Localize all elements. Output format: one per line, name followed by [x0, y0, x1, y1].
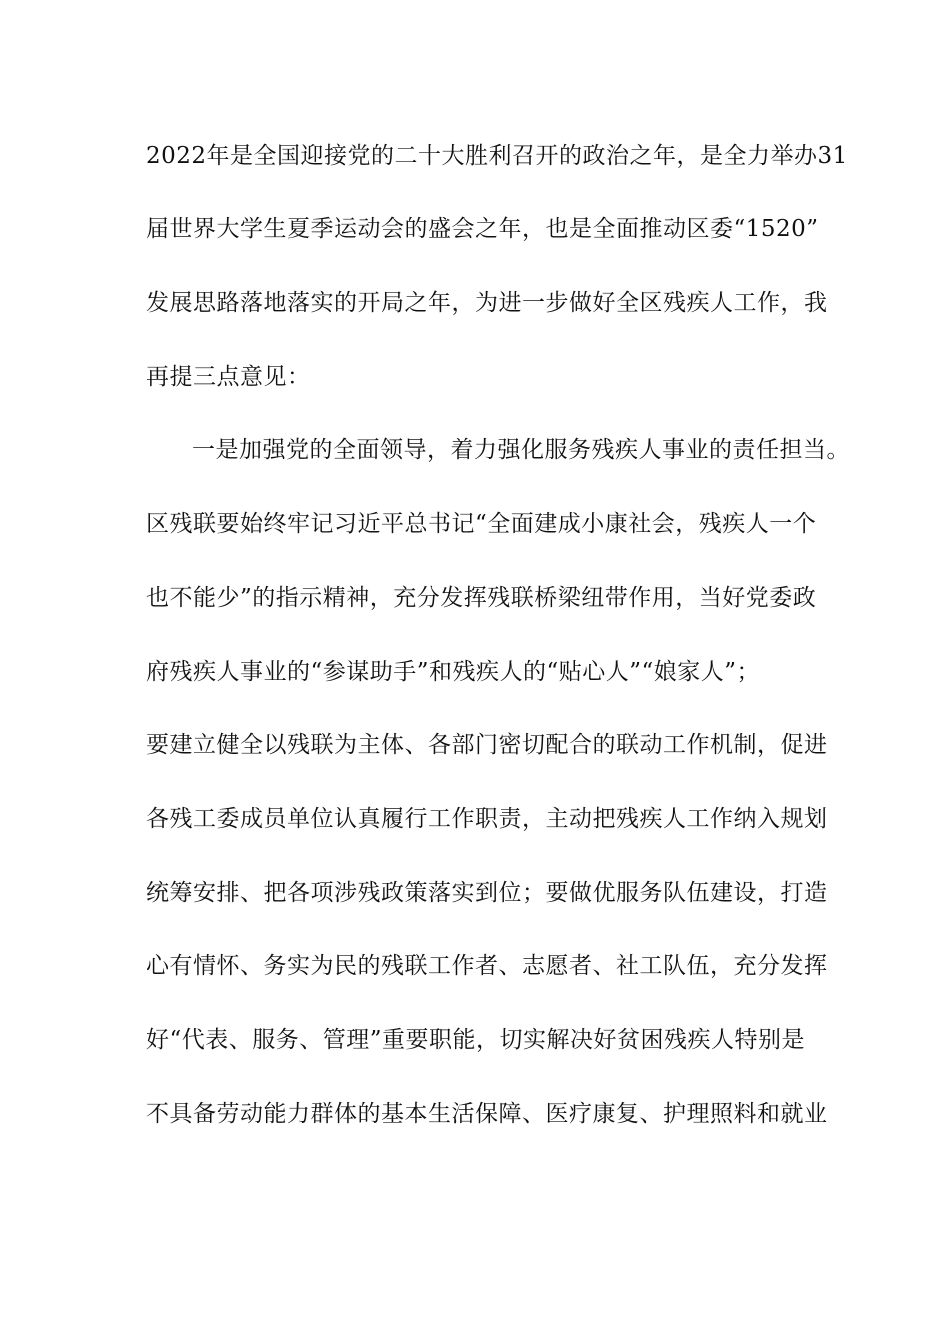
- text-line-11: 统筹安排、把各项涉残政策落实到位；要做优服务队伍建设，打造: [146, 880, 828, 906]
- text-line-3: 发展思路落地落实的开局之年，为进一步做好全区残疾人工作，我: [146, 290, 828, 316]
- text-line-2: 届世界大学生夏季运动会的盛会之年，也是全面推动区委“1520”: [146, 216, 819, 242]
- text-line-8: 府残疾人事业的“参谋助手”和残疾人的“贴心人”“娘家人”；: [146, 659, 761, 685]
- text-line-5: 一是加强党的全面领导，着力强化服务残疾人事业的责任担当。: [192, 437, 850, 463]
- text-line-4: 再提三点意见：: [146, 364, 311, 390]
- text-line-7: 也不能少”的指示精神，充分发挥残联桥梁纽带作用，当好党委政: [146, 585, 817, 611]
- text-line-12: 心有情怀、务实为民的残联工作者、志愿者、社工队伍，充分发挥: [146, 953, 828, 979]
- text-line-1: 2022年是全国迎接党的二十大胜利召开的政治之年，是全力举办31: [146, 143, 848, 169]
- text-line-14: 不具备劳动能力群体的基本生活保障、医疗康复、护理照料和就业: [146, 1101, 828, 1127]
- text-line-6: 区残联要始终牢记习近平总书记“全面建成小康社会，残疾人一个: [146, 511, 817, 537]
- text-line-13: 好“代表、服务、管理”重要职能，切实解决好贫困残疾人特别是: [146, 1027, 806, 1053]
- text-line-10: 各残工委成员单位认真履行工作职责，主动把残疾人工作纳入规划: [146, 806, 828, 832]
- text-line-9: 要建立健全以残联为主体、各部门密切配合的联动工作机制，促进: [146, 732, 828, 758]
